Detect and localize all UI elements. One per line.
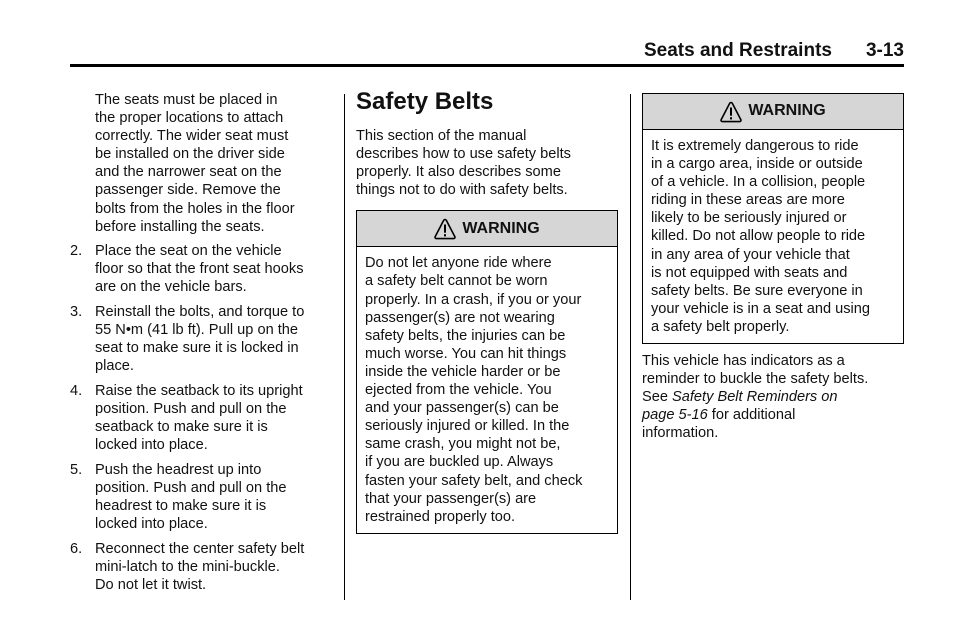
column-divider-left xyxy=(344,94,345,600)
note-lead: This vehicle has indicators as a reminder to buckle the safety belts. See xyxy=(642,353,869,406)
warning-label: WARNING xyxy=(748,102,826,120)
step-number: 4. xyxy=(70,382,83,399)
section-title: Safety Belts xyxy=(356,88,494,115)
section-name: Seats and Restraints xyxy=(644,40,832,61)
step-text: Raise the seatback to its upright position. Push and pull on the seatback to make sure it is locked into place. xyxy=(95,382,303,454)
step-text: Reconnect the center safety belt mini-latch to the mini-buckle. Do not let it twist. xyxy=(95,540,305,593)
warning-header xyxy=(643,94,903,130)
column-1 xyxy=(70,91,332,600)
column-2 xyxy=(356,87,618,534)
page-header xyxy=(70,38,904,64)
page-number: 3-13 xyxy=(865,40,904,61)
header-text xyxy=(644,40,904,62)
step-item xyxy=(70,461,332,533)
step-number: 6. xyxy=(70,540,83,557)
step-number: 5. xyxy=(70,461,83,478)
step-number: 2. xyxy=(70,243,83,260)
step-item xyxy=(70,382,332,454)
warning-icon xyxy=(720,101,742,123)
step-intro xyxy=(70,91,332,236)
step-item xyxy=(70,540,332,594)
step-text: Reinstall the bolts, and torque to 55 N•m (41 lb ft). Pull up on the seat to make sure it is locked in place. xyxy=(95,304,305,375)
warning-text: Do not let anyone ride where a safety belt cannot be worn properly. In a crash, if you or your passenger(s) are not wearing safety belts, the injuries can be much worse. You can hit things inside the vehicle harder or be ejected from the vehicle. You and your passenger(s) can be seriously injured or killed. In the same crash, you might not be, if you are buckled up. Always fasten your safety belt, and check that your passenger(s) are restrained properly too. xyxy=(365,255,583,525)
section-intro: This section of the manual describes how to use safety belts properly. It also describes some things not to do with safety belts. xyxy=(356,128,571,199)
header-rule xyxy=(70,64,904,67)
warning-box xyxy=(356,210,618,533)
step-item xyxy=(70,303,332,375)
warning-header xyxy=(357,211,617,247)
warning-box xyxy=(642,93,904,344)
note-tail: for additional information. xyxy=(642,407,796,442)
column-divider-right xyxy=(630,94,631,600)
column-3 xyxy=(642,93,904,443)
warning-icon xyxy=(434,218,456,240)
intro-text: The seats must be placed in the proper locations to attach correctly. The wider seat must be installed on the driver side and the narrower seat on the passenger side. Remove the bolts from the holes in the floor before installing the seats. xyxy=(95,92,295,235)
reminder-note xyxy=(642,352,904,442)
warning-label: WARNING xyxy=(462,219,540,237)
step-text: Place the seat on the vehicle floor so that the front seat hooks are on the vehicle bars. xyxy=(95,243,304,296)
cross-reference-link[interactable]: Safety Belt Reminders on page 5-16 xyxy=(642,389,838,424)
step-number: 3. xyxy=(70,304,83,321)
step-text: Push the headrest up into position. Push and pull on the headrest to make sure it is locked into place. xyxy=(95,461,287,533)
warning-text: It is extremely dangerous to ride in a cargo area, inside or outside of a vehicle. In a collision, people riding in these areas are more likely to be seriously injured or killed. Do not allow people to ride in any area of your vehicle that is not equipped with seats and safety belts. Be sure everyone in your vehicle is in a seat and using a safety belt properly. xyxy=(651,138,871,335)
step-item xyxy=(70,242,332,296)
